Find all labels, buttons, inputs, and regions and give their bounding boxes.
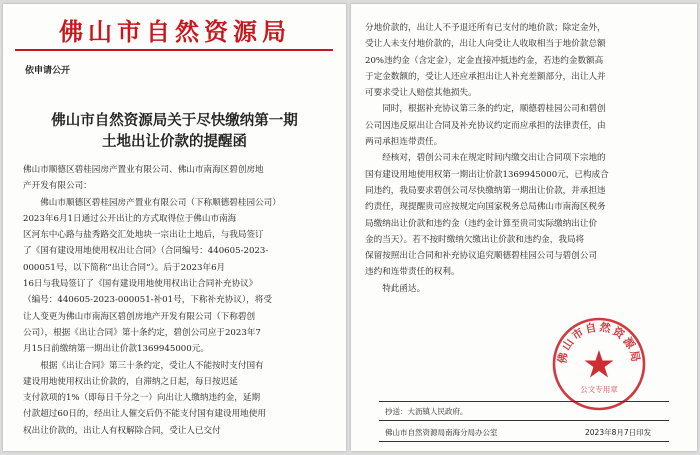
body-line: 20%违约金（含定金），定金直接冲抵违约金，若违约金数额高 — [365, 55, 604, 66]
official-seal-icon — [551, 316, 647, 412]
body-line: 佛山市顺德区碧桂园房产置业有限公司（下称顺德碧桂园公司） — [40, 197, 281, 208]
body-line: 了《国有建设用地使用权出让合同》（合同编号：440605-2023- — [23, 246, 269, 257]
recipient-line: 产开发有限公司： — [23, 181, 92, 192]
letter-body — [23, 162, 329, 439]
body-line: 金的当天）。若不按时缴纳欠缴出让价款和违约金，我局将 — [365, 234, 585, 245]
seal-subtext: 公文专用章 — [580, 385, 618, 394]
body-line: 付款超过60日的，经出让人催交后仍不能支付国有建设用地使用 — [23, 409, 266, 420]
body-line: 建设用地使用权出让价款的，自滞纳之日起，每日按迟延 — [23, 376, 238, 387]
footer-issuing-office: 佛山市自然资源局南海分局办公室 — [385, 428, 498, 437]
body-line: 同时，根据补充协议第三条的约定，顺德碧桂园公司和碧创 — [382, 104, 606, 115]
closing-line: 特此函达。 — [382, 283, 426, 294]
footer-date: 2023年8月7日印发 — [585, 428, 652, 437]
document-page-1 — [3, 4, 346, 451]
document-title — [17, 111, 332, 153]
body-line: （编号：440605-2023-000051-补01号，下称补充协议），将受 — [23, 295, 272, 306]
footer-divider — [379, 420, 669, 421]
body-line: 局缴纳出让价款和违约金（违约金计算至贵司实际缴纳出让价 — [365, 218, 598, 229]
body-line: 公司），根据《出让合同》第十条约定，碧创公司应于2023年7 — [23, 327, 261, 338]
body-line: 违约和连带责任的权利。 — [365, 267, 460, 278]
body-line: 支付款项的1%（即每日千分之一）向出让人缴纳违约金，延期 — [23, 393, 261, 404]
disclosure-label: 依申请公开 — [25, 66, 71, 76]
document-page-2 — [351, 4, 697, 451]
body-line: 让人变更为佛山市南海区碧创房地产开发有限公司（下称碧创 — [23, 311, 256, 322]
body-line: 可要求受让人赔偿其他损失。 — [365, 88, 477, 99]
body-line: 两司承担连带责任。 — [365, 137, 443, 148]
body-line: 约责任，现提醒贵司应按规定向国家税务总局佛山市南海区税务 — [365, 202, 606, 213]
body-line: 2023年6月1日通过公开出让的方式取得位于佛山市南海 — [23, 213, 237, 224]
body-line: 国有建设用地使用权第一期出让价款1369945000元，已构成合 — [365, 169, 609, 180]
body-line: 区河东中心路与盐秀路交汇处地块一宗出让土地后，与我局签订 — [23, 230, 264, 241]
document-title-line: 土地出让价款的提醒函 — [102, 134, 247, 150]
red-divider — [15, 49, 333, 51]
body-line: 公司因违反原出让合同及补充协议约定而应承担的法律责任，由 — [365, 120, 606, 131]
body-line: 根据《出让合同》第三十条约定，受让人不能按时支付国有 — [40, 360, 264, 371]
issuer-header: 佛山市自然资源局 — [59, 17, 291, 46]
recipient-line: 佛山市顺德区碧桂园房产置业有限公司、佛山市南海区碧创房地 — [23, 165, 264, 175]
body-line: 同违约，我局要求碧创公司尽快缴纳第一期出让价款，并承担违 — [365, 185, 606, 196]
body-line: 000051号，以下简称“出让合同”）。后于2023年6月 — [23, 262, 226, 273]
footer-divider — [379, 441, 669, 442]
seal-text: 佛山市自然资源局 — [555, 320, 643, 365]
cc-line: 抄送：大沥镇人民政府。 — [385, 407, 468, 416]
body-line: 于定金数额的，受让人还应承担出让人补充差额部分，出让人并 — [365, 71, 606, 82]
footer-divider — [379, 401, 669, 402]
body-line: 16日与我局签订了《国有建设用地使用权出让合同补充协议》 — [23, 279, 258, 290]
letter-body-continued — [365, 20, 683, 297]
body-line: 月15日前缴纳第一期出让价款1369945000元。 — [23, 344, 209, 355]
body-line: 分地价款的，出让人不予退还所有已支付的地价款；除定金外， — [365, 23, 606, 33]
body-line: 保留按照出让合同和补充协议追究顺德碧桂园公司与碧创公司 — [365, 251, 598, 262]
body-line: 权出让价款的，出让人有权解除合同，受让人已交付 — [23, 425, 221, 436]
document-title-line: 佛山市自然资源局关于尽快缴纳第一期 — [51, 113, 298, 129]
body-line: 受让人未支付地价款的，出让人向受让人收取相当于地价款总额 — [365, 39, 606, 50]
body-line: 经核对，碧创公司未在规定时间内缴交出让合同项下宗地的 — [382, 153, 606, 164]
